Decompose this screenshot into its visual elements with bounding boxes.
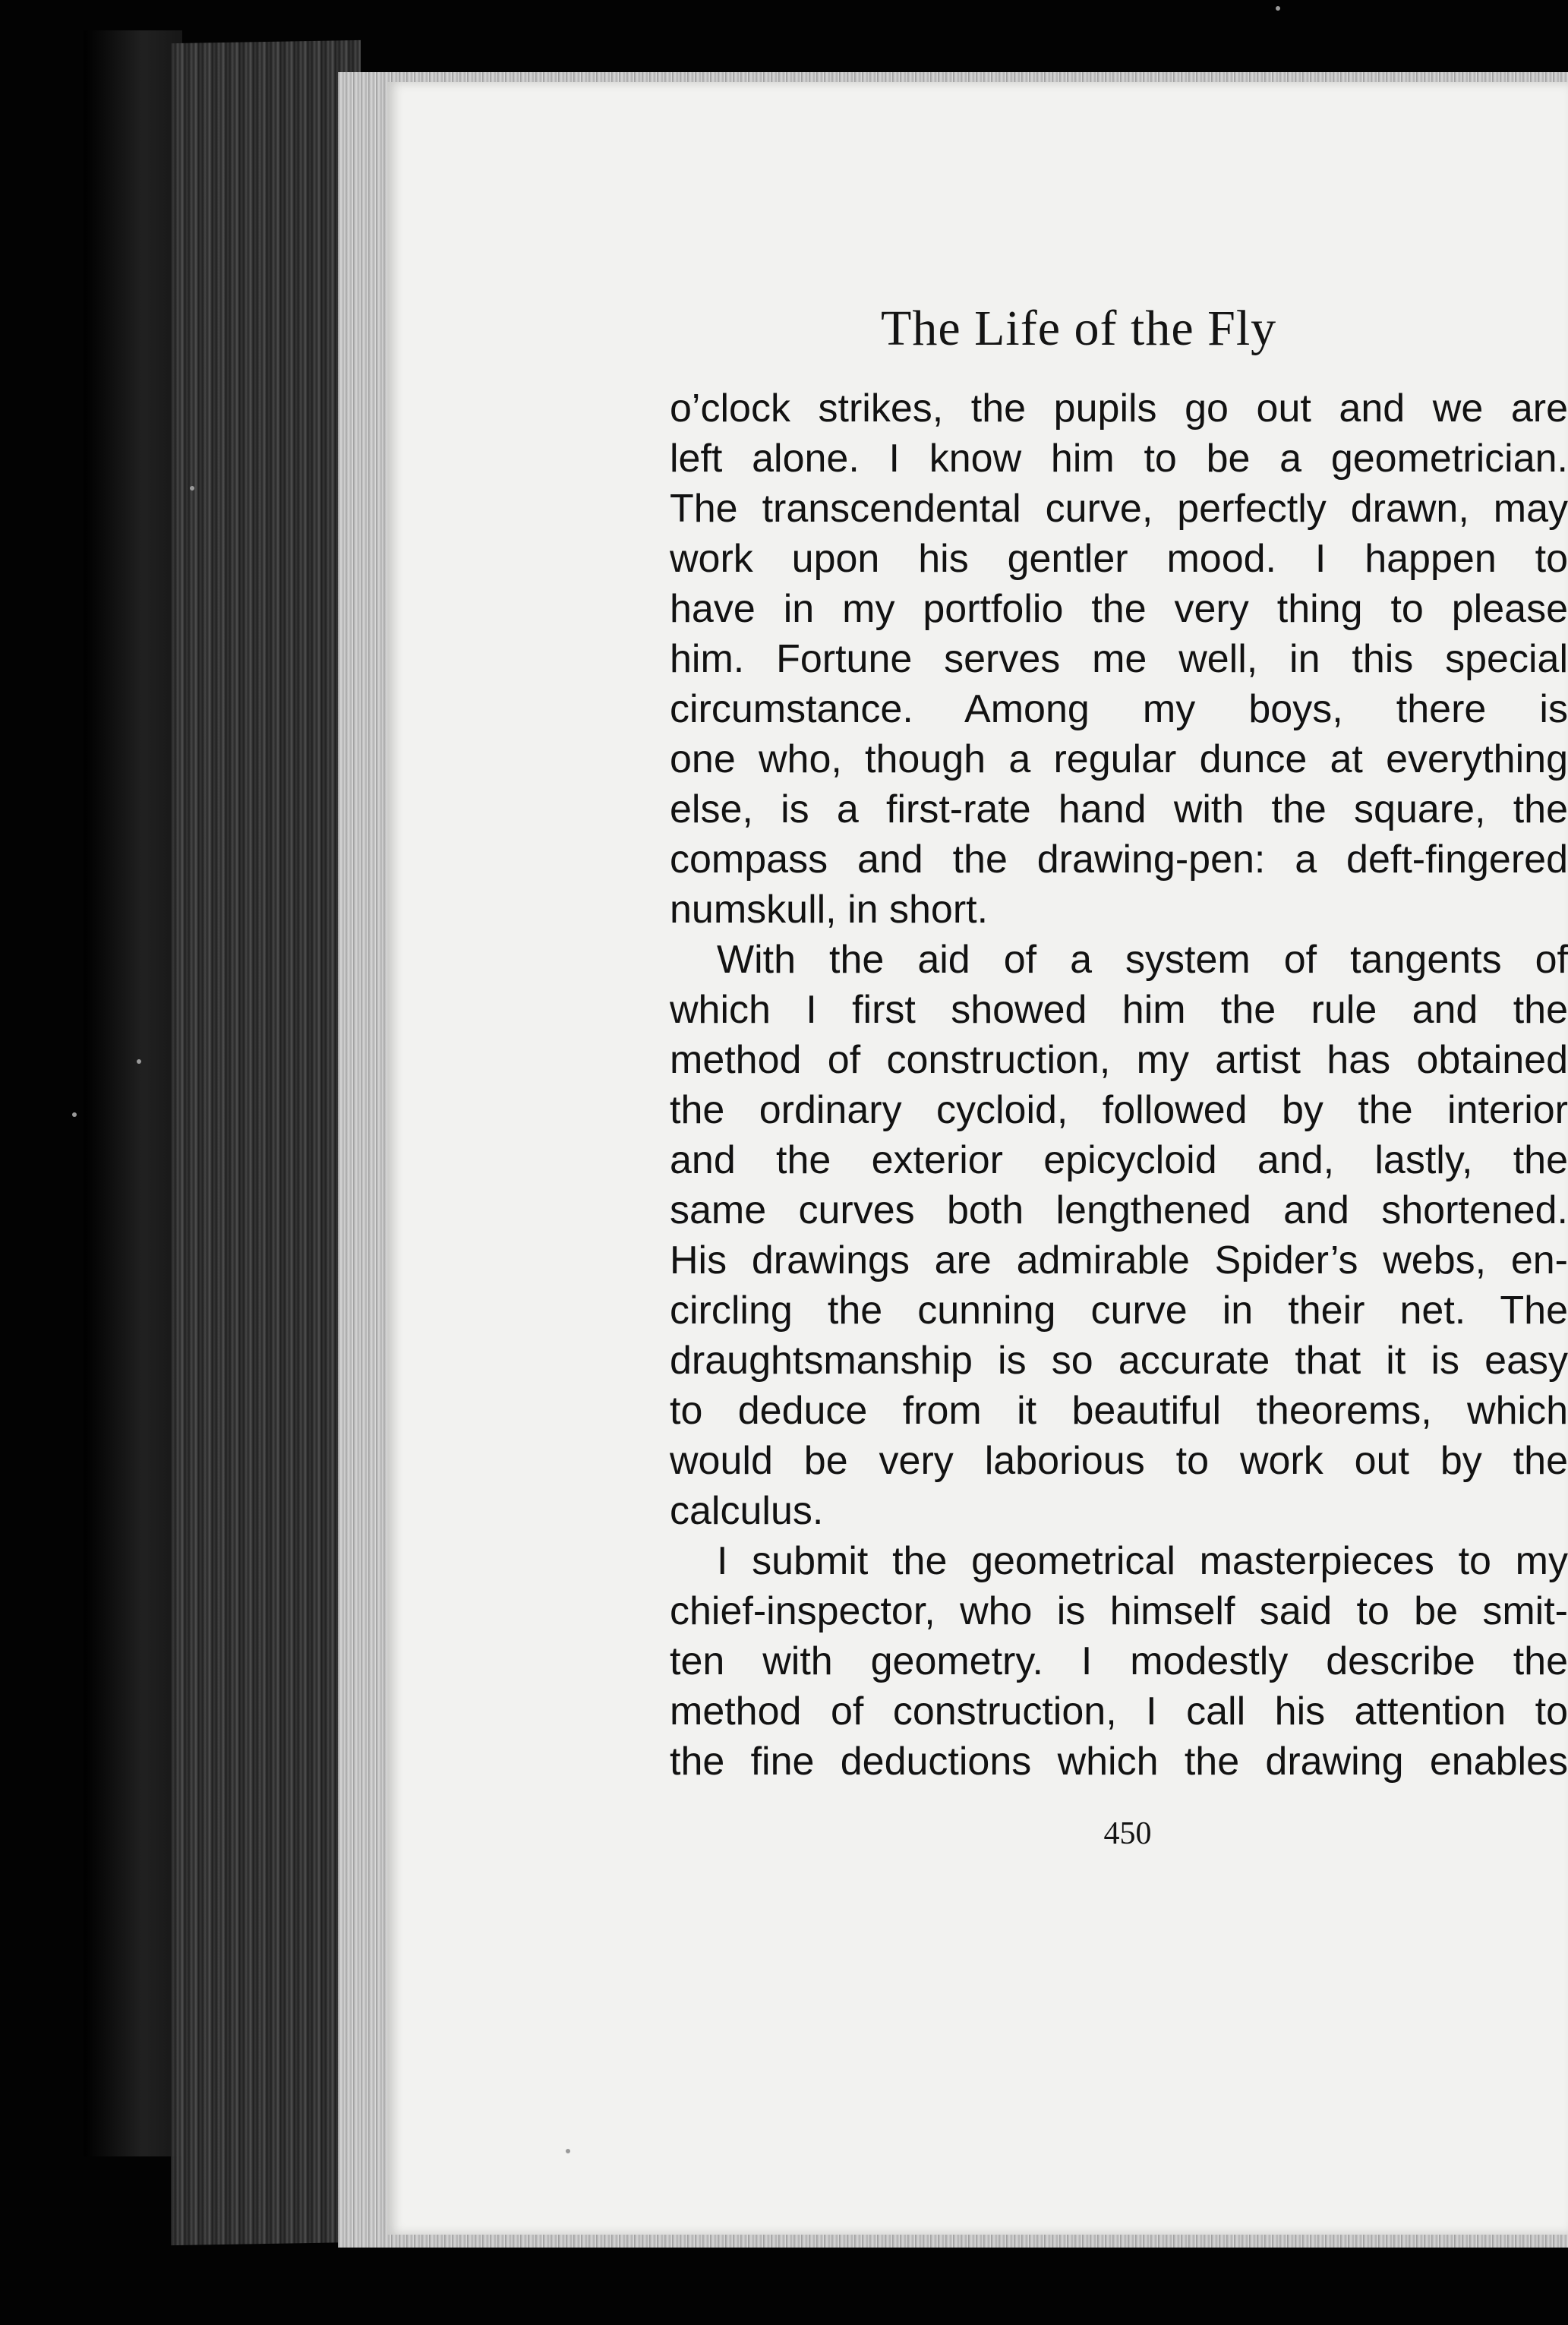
text-line: method of construction, I call his attention to (670, 1689, 1568, 1733)
text-line: else, is a first-rate hand with the square, the (670, 787, 1568, 831)
text-line: numskull, in short. (670, 888, 989, 932)
book-spine-shadow (84, 30, 182, 2156)
scan-speck (1276, 6, 1280, 11)
text-line: one who, though a regular dunce at everything (670, 737, 1568, 781)
scan-speck (566, 2149, 570, 2153)
text-line: circling the cunning curve in their net. The (670, 1289, 1568, 1333)
text-line: o’clock strikes, the pupils go out and we are (670, 386, 1568, 431)
text-line: circumstance. Among my boys, there is (670, 687, 1568, 731)
text-line: the fine deductions which the drawing enables (670, 1740, 1568, 1784)
text-line: have in my portfolio the very thing to please (670, 587, 1568, 631)
book-page-edges (171, 40, 361, 2245)
scan-speck (137, 1059, 141, 1064)
text-line: and the exterior epicycloid and, lastly, the (670, 1138, 1568, 1182)
text-line: him. Fortune serves me well, in this special (670, 637, 1568, 681)
text-line: ten with geometry. I modestly describe the (670, 1639, 1568, 1683)
body-text (670, 383, 1568, 2236)
text-line: method of construction, my artist has obtained (670, 1038, 1568, 1082)
text-line: chief-inspector, who is himself said to be smit- (670, 1589, 1568, 1633)
text-line: draughtsmanship is so accurate that it is easy (670, 1339, 1568, 1383)
text-line: would be very laborious to work out by the (670, 1439, 1568, 1483)
text-line: left alone. I know him to be a geometrician. (670, 437, 1568, 481)
page-number: 450 (1103, 1816, 1152, 1851)
text-line: calculus. (670, 1489, 824, 1533)
scan-speck (72, 1112, 77, 1117)
text-line: His drawings are admirable Spider’s webs, en- (670, 1238, 1568, 1282)
text-line: same curves both lengthened and shortened. (670, 1188, 1568, 1232)
text-line: I submit the geometrical masterpieces to my (717, 1539, 1568, 1583)
text-line: which I first showed him the rule and the (670, 988, 1568, 1032)
text-line: the ordinary cycloid, followed by the interior (670, 1088, 1568, 1132)
running-head: The Life of the Fly (881, 301, 1277, 356)
text-line: to deduce from it beautiful theorems, which (670, 1389, 1568, 1433)
text-line: work upon his gentler mood. I happen to (670, 537, 1568, 581)
text-line: The transcendental curve, perfectly drawn, may (670, 487, 1568, 531)
scan-speck (190, 486, 194, 491)
text-line: With the aid of a system of tangents of (717, 938, 1568, 982)
text-line: compass and the drawing-pen: a deft-fingered (670, 838, 1568, 882)
